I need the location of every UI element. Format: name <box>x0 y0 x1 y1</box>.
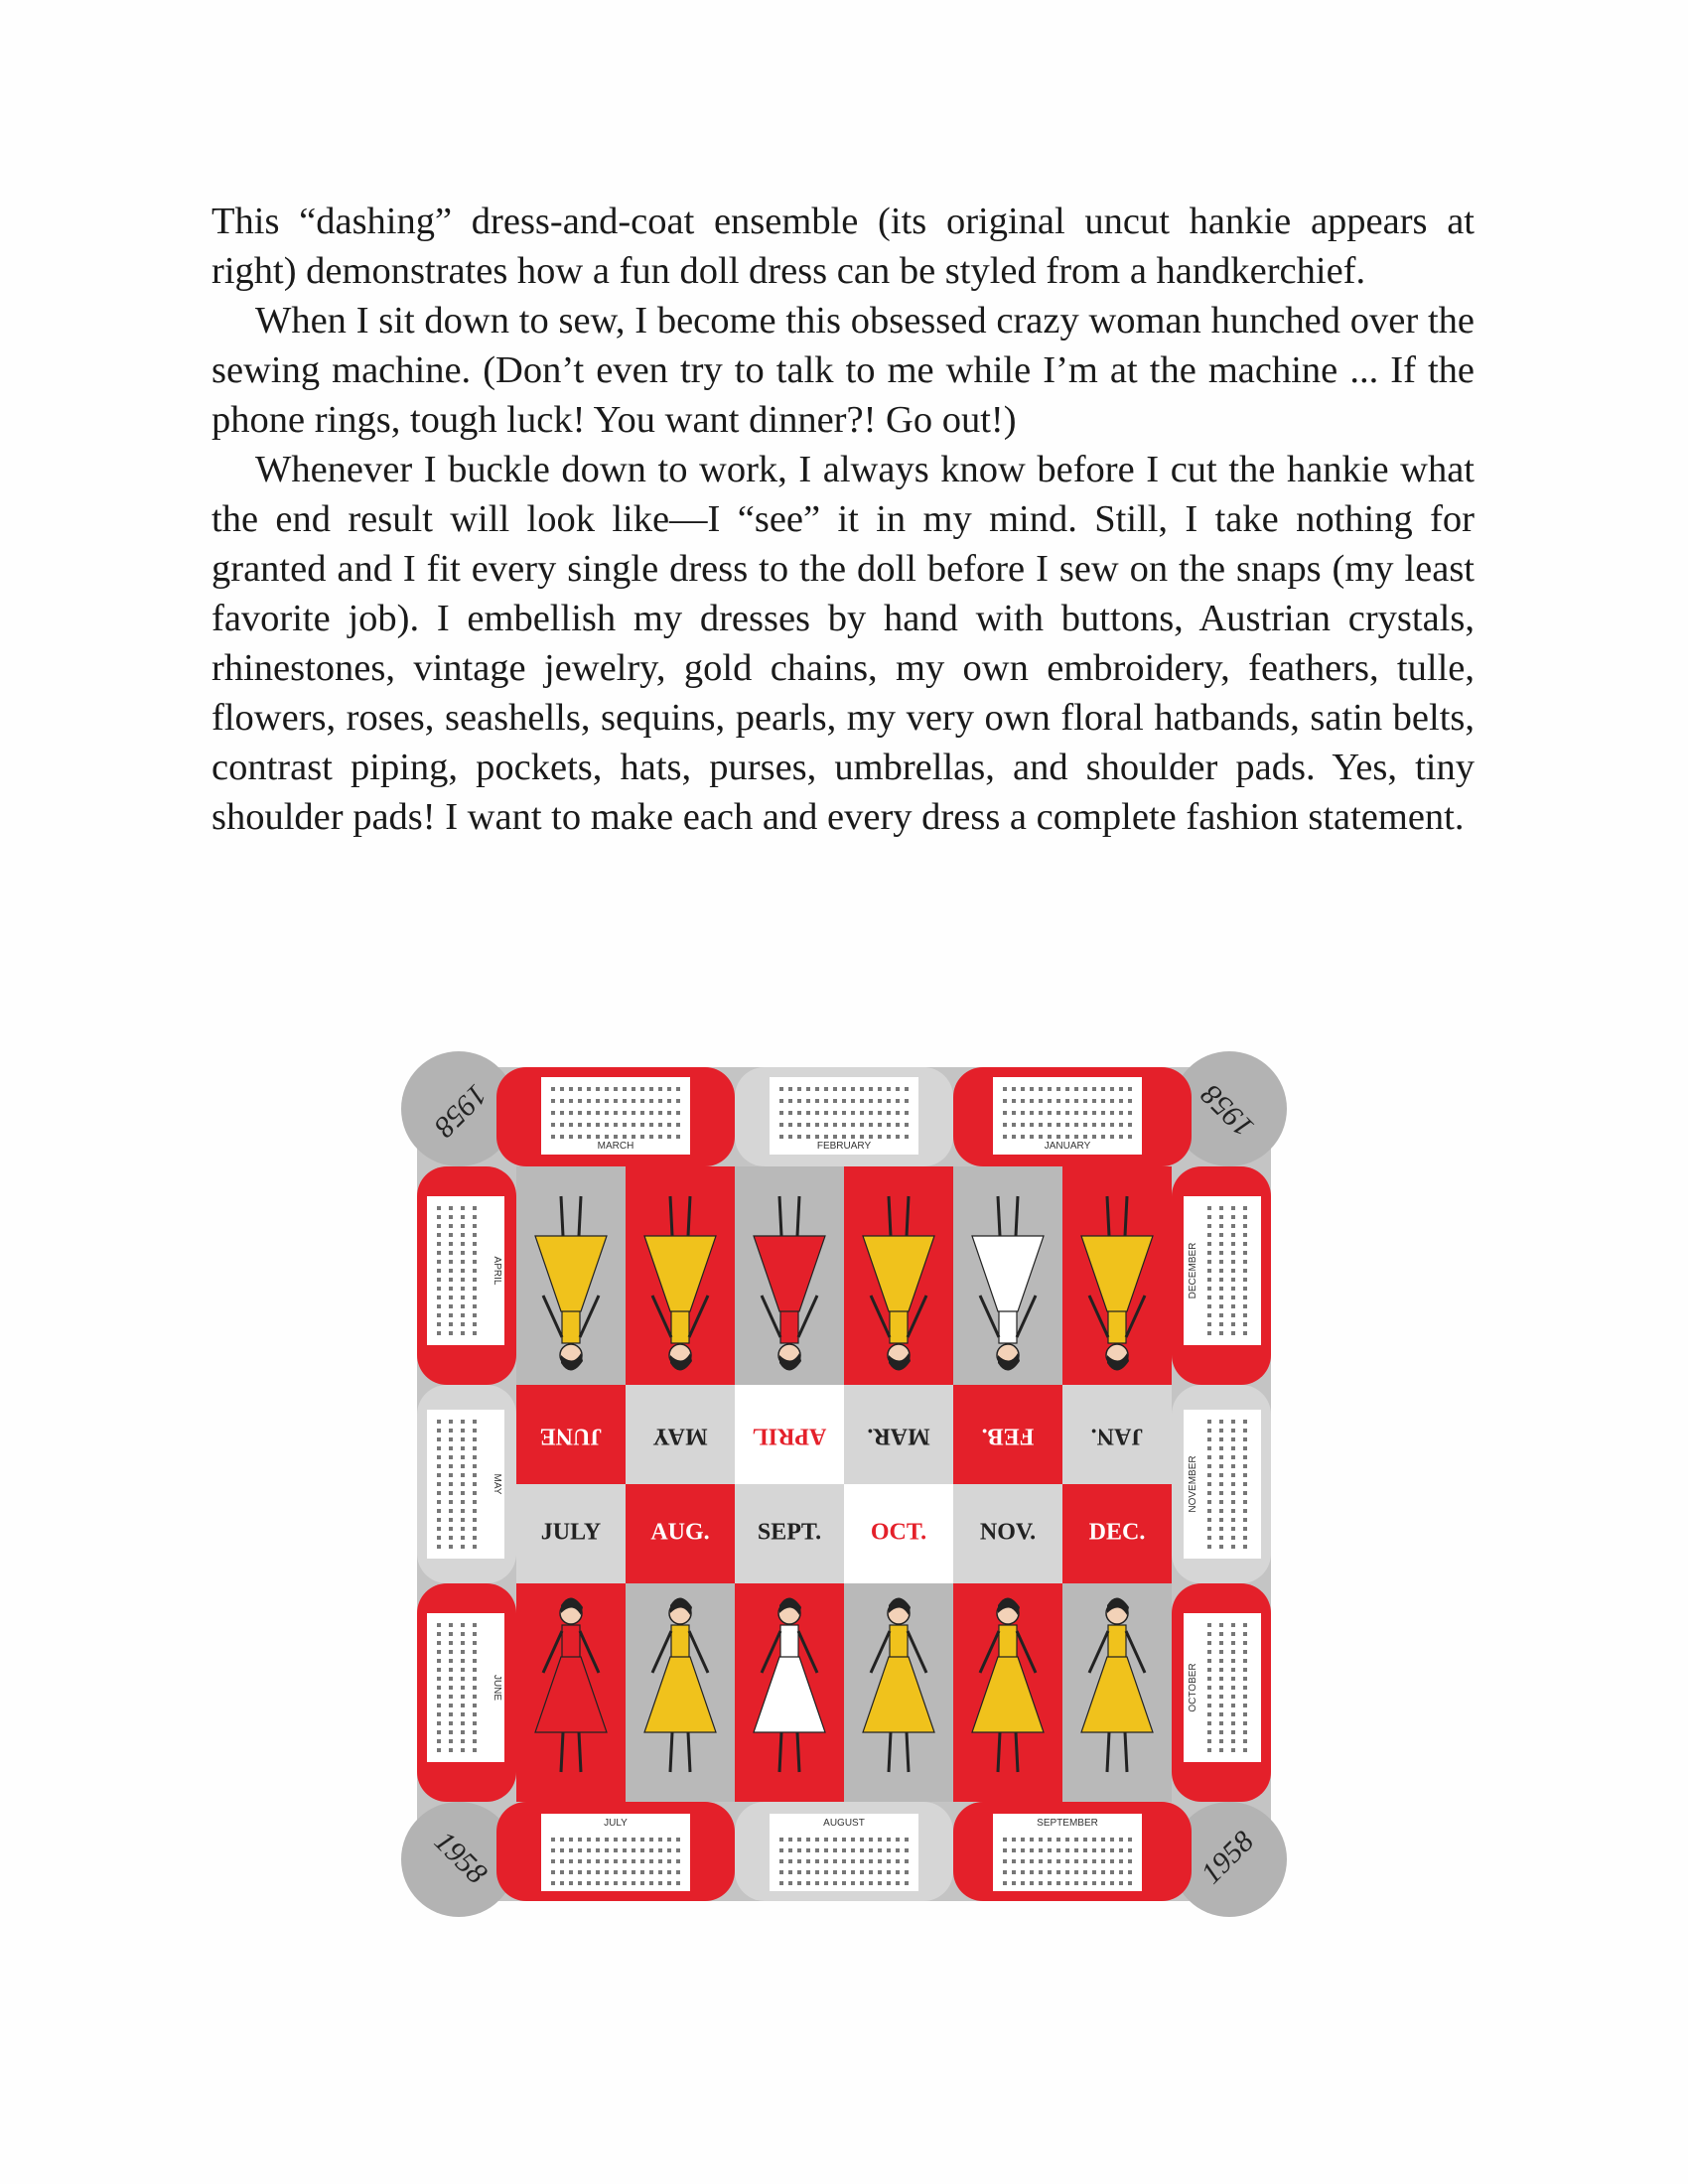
month-label-bottom: AUG. <box>650 1519 710 1546</box>
paragraph-3: Whenever I buckle down to work, I always know before I cut the hankie what the end result will look like—I “see” it in my mind. Still, I take nothing for granted and I fit every single dress to the doll before I sew on the snaps (my least favorite job). I embellish my dresses by hand with buttons, Austrian crystals, rhinestones, vintage jewelry, gold chains, my own embroidery, feathers, tulle, flowers, roses, seashells, sequins, pearls, my very own floral hatbands, satin belts, contrast piping, pockets, hats, purses, umbrellas, and shoulder pads. Yes, tiny shoulder pads! I want to make each and every dress a complete fashion statement. <box>211 449 1475 838</box>
month-label-top: APRIL <box>752 1423 827 1449</box>
calendar-right-label: DECEMBER <box>1188 1242 1198 1299</box>
calendar-right-label: OCTOBER <box>1188 1663 1198 1712</box>
calendar-top-label: FEBRUARY <box>816 1141 872 1152</box>
calendar-bottom-label: AUGUST <box>823 1818 865 1829</box>
calendar-left-label: JUNE <box>492 1674 502 1702</box>
calendar-right-label: NOVEMBER <box>1188 1455 1198 1513</box>
article-text <box>211 197 1475 842</box>
month-label-top: MAR. <box>867 1423 930 1449</box>
month-label-bottom: OCT. <box>870 1519 927 1546</box>
year-corner-label: 1958 <box>1195 1077 1261 1144</box>
calendar-top-label: JANUARY <box>1044 1141 1091 1152</box>
year-corner-label: 1958 <box>427 1825 493 1891</box>
month-label-top: JAN. <box>1090 1423 1144 1449</box>
year-corner-label: 1958 <box>1195 1825 1261 1891</box>
paragraph-2: When I sit down to sew, I become this obsessed crazy woman hunched over the sewing machine. (Don’t even try to talk to me while I’m at the machine ... If the phone rings, tough luck! You want dinner?! Go out!) <box>211 300 1475 441</box>
calendar-left-label: MAY <box>492 1473 502 1495</box>
month-label-top: JUNE <box>539 1423 603 1449</box>
month-label-top: MAY <box>652 1423 708 1449</box>
calendar-left-label: APRIL <box>492 1256 502 1286</box>
year-corner-label: 1958 <box>427 1077 493 1144</box>
month-label-bottom: JULY <box>540 1519 602 1546</box>
calendar-hankie-illustration <box>397 1047 1291 1921</box>
calendar-bottom-label: JULY <box>604 1818 628 1829</box>
hankie-photo <box>397 1047 1291 1921</box>
checker-grid <box>516 1166 1172 1802</box>
calendar-bottom-label: SEPTEMBER <box>1037 1818 1098 1829</box>
month-label-bottom: SEPT. <box>757 1519 822 1546</box>
month-label-bottom: DEC. <box>1088 1519 1146 1546</box>
month-label-bottom: NOV. <box>979 1519 1037 1546</box>
paragraph-1: This “dashing” dress-and-coat ensemble (its original uncut hankie appears at right) demonstrates how a fun doll dress can be styled from a handkerchief. <box>211 201 1475 292</box>
month-label-top: FEB. <box>981 1423 1035 1449</box>
calendar-top-label: MARCH <box>597 1141 634 1152</box>
